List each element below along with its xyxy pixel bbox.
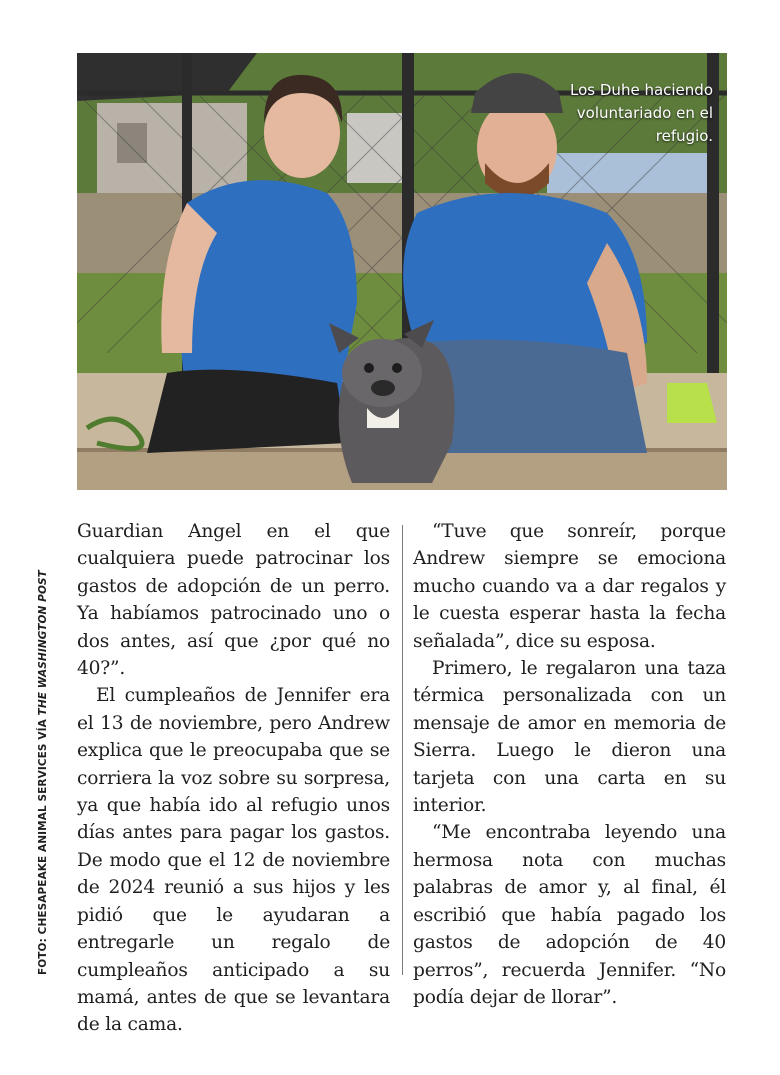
photo-credit-prefix: FOTO: CHESAPEAKE ANIMAL SERVICES VÍA xyxy=(37,715,49,975)
article-column-left xyxy=(77,518,390,1039)
article-column-right xyxy=(413,518,726,1011)
column-divider xyxy=(402,525,403,975)
paragraph: El cumpleaños de Jennifer era el 13 de noviembre, pero Andrew explica que le preocupaba que se corriera la voz sobre su sorpresa, ya que había ido al refugio unos días antes para pagar los gastos. De modo que el 12 de noviembre de 2024 reunió a sus hijos y les pidió que le ayudaran a entregarle un regalo de cumpleaños anticipado a su mamá, antes de que se levantara de la cama. xyxy=(77,685,390,1036)
photo-caption: Los Duhe haciendo voluntariado en el refugio. xyxy=(570,81,713,145)
photo-credit-source: THE WASHINGTON POST xyxy=(37,570,49,716)
paragraph: “Tuve que sonreír, porque Andrew siempre se emociona mucho cuando va a dar regalos y le cuesta esperar hasta la fecha señalada”, dice su esposa. xyxy=(413,521,726,652)
paragraph: Guardian Angel en el que cualquiera puede patrocinar los gastos de adopción de un perro. Ya habíamos patrocinado uno o dos antes, así que ¿por qué no 40?”. xyxy=(77,521,390,680)
article-photo xyxy=(77,53,727,490)
paragraph: “Me encontraba leyendo una hermosa nota con muchas palabras de amor y, al final, él escribió que había pagado los gastos de adopción de 40 perros”, recuerda Jennifer. “No podía dejar de llorar”. xyxy=(413,822,726,1008)
photo-credit xyxy=(37,570,49,975)
paragraph: Primero, le regalaron una taza térmica personalizada con un mensaje de amor en memoria de Sierra. Luego le dieron una tarjeta con una carta en su interior. xyxy=(413,658,726,817)
